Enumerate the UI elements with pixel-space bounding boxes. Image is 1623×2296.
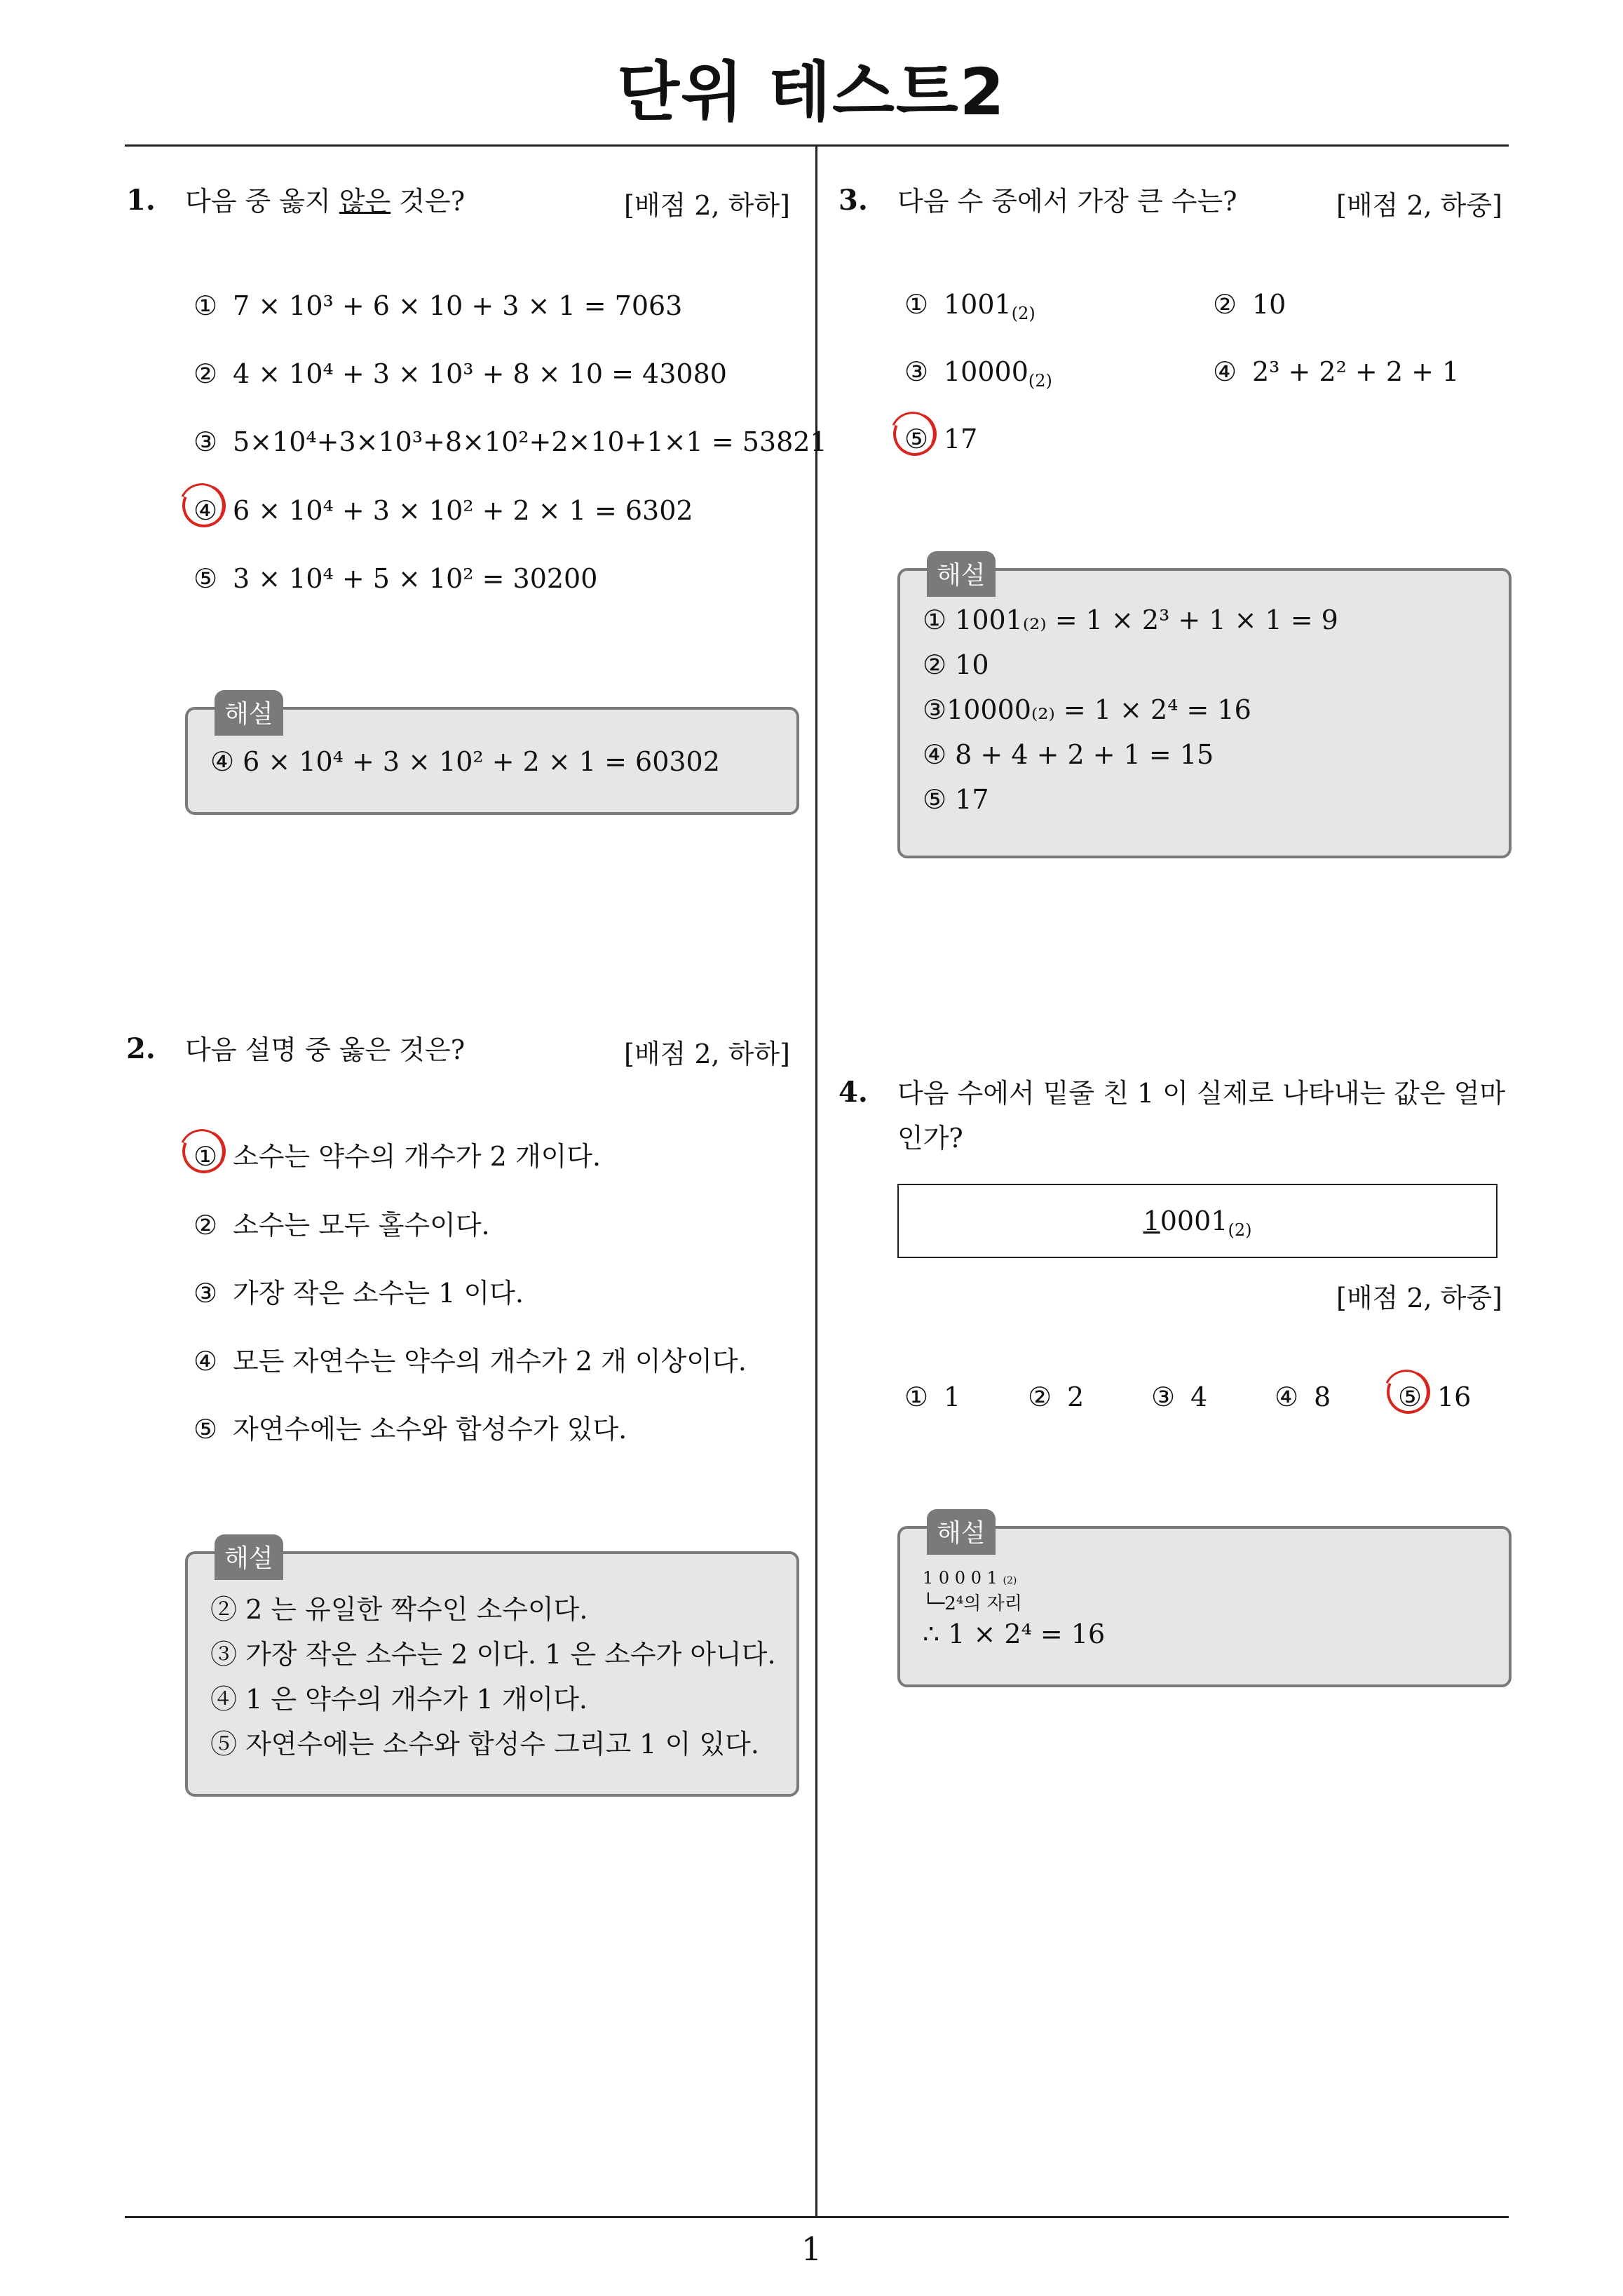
option-mark: ② [193, 358, 218, 389]
question-text-part: 것은? [391, 186, 466, 217]
option-mark: ① [193, 290, 218, 321]
option-text: 2 [1067, 1382, 1085, 1412]
solution-line: ④ 6 × 10⁴ + 3 × 10² + 2 × 1 = 60302 [210, 746, 720, 777]
option-text: 6 × 10⁴ + 3 × 10² + 2 × 1 = 6302 [233, 495, 693, 526]
option-2[interactable] [1213, 289, 1286, 320]
option-3[interactable] [1151, 1382, 1207, 1412]
option-4[interactable] [193, 1339, 747, 1378]
option-1[interactable] [904, 289, 1035, 323]
option-text: 가장 작은 소수는 1 이다. [233, 1278, 524, 1309]
option-mark: ② [193, 1210, 218, 1241]
question-text: 다음 수에서 밑줄 친 1 이 실제로 나타내는 값은 얼마 [897, 1078, 1506, 1109]
option-4[interactable] [1213, 356, 1459, 387]
answer-circle-icon [176, 478, 231, 533]
solution-box [185, 1544, 799, 1797]
solution-label: 해설 [927, 551, 996, 597]
question-meta: [배점 2, 하중] [1336, 190, 1502, 221]
solution-digits: 1 0 0 0 1 (2) [923, 1568, 1017, 1588]
option-mark: ⑤ [193, 563, 218, 594]
option-mark: ③ [1151, 1382, 1176, 1412]
question-text-part: 다음 중 옳지 [185, 186, 339, 217]
option-mark: ② [1213, 289, 1237, 320]
solution-line: ④ 8 + 4 + 2 + 1 = 15 [923, 739, 1214, 770]
solution-box [897, 1519, 1512, 1687]
option-text: 자연수에는 소수와 합성수가 있다. [233, 1414, 627, 1445]
solution-line: ② 2 는 유일한 짝수인 소수이다. [210, 1594, 588, 1625]
number-box [897, 1184, 1498, 1258]
option-mark: ③ [193, 426, 218, 457]
option-1[interactable] [193, 290, 682, 321]
option-text: 4 × 10⁴ + 3 × 10³ + 8 × 10 = 43080 [233, 358, 727, 389]
option-mark: ④ [193, 495, 233, 526]
option-5[interactable] [193, 1407, 627, 1446]
option-text: 17 [944, 424, 978, 454]
question-meta: [배점 2, 하하] [624, 190, 790, 221]
answer-circle-icon [887, 406, 942, 461]
question-meta: [배점 2, 하중] [1336, 1283, 1502, 1314]
option-text: 1001 [944, 289, 1012, 320]
option-2[interactable] [193, 358, 727, 389]
option-mark: ③ [193, 1278, 218, 1309]
option-text: 모든 자연수는 약수의 개수가 2 개 이상이다. [233, 1346, 747, 1377]
option-mark: ① [193, 1141, 233, 1172]
page-title: 단위 테스트2 [617, 55, 1006, 130]
answer-circle-icon [176, 1123, 231, 1179]
option-2[interactable] [1028, 1382, 1084, 1412]
question-text [185, 180, 465, 223]
question-text: 다음 설명 중 옳은 것은? [185, 1034, 466, 1065]
option-mark: ⑤ [904, 424, 944, 454]
option-text: 소수는 약수의 개수가 2 개이다. [233, 1141, 602, 1172]
option-text: 소수는 모두 홀수이다. [233, 1210, 490, 1241]
option-mark: ⑤ [1398, 1382, 1437, 1412]
option-text: 7 × 10³ + 6 × 10 + 3 × 1 = 7063 [233, 290, 683, 321]
option-text: 4 [1190, 1382, 1208, 1412]
question-number: 1. [126, 184, 156, 217]
option-mark: ② [1028, 1382, 1052, 1412]
solution-label: 해설 [927, 1509, 996, 1555]
solution-line: ① 1001₍₂₎ = 1 × 2³ + 1 × 1 = 9 [923, 605, 1338, 635]
option-text: 16 [1437, 1382, 1472, 1412]
option-3[interactable] [193, 426, 827, 457]
solution-label: 해설 [215, 1534, 283, 1580]
option-mark: ⑤ [193, 1414, 218, 1445]
option-3[interactable] [193, 1271, 524, 1310]
underlined-digit: 1 [1143, 1206, 1160, 1236]
option-4[interactable] [193, 495, 693, 526]
option-mark: ① [904, 289, 929, 320]
option-mark: ③ [904, 356, 929, 387]
number-rest: 0001 [1160, 1206, 1228, 1236]
option-mark: ④ [1275, 1382, 1299, 1412]
solution-line: ⑤ 17 [923, 784, 989, 815]
question-number: 2. [126, 1032, 156, 1065]
option-1[interactable] [193, 1135, 601, 1173]
solution-line: ③10000₍₂₎ = 1 × 2⁴ = 16 [923, 694, 1251, 725]
question-meta: [배점 2, 하하] [624, 1039, 790, 1069]
page-number: 1 [801, 2230, 822, 2268]
solution-box [897, 561, 1512, 858]
question-text-underlined: 않은 [339, 186, 391, 217]
option-mark: ① [904, 1382, 929, 1412]
option-3[interactable] [904, 356, 1052, 391]
solution-line: ② 10 [923, 649, 989, 680]
option-text: 8 [1314, 1382, 1331, 1412]
option-5[interactable] [193, 563, 597, 594]
option-text: 10 [1252, 289, 1286, 320]
option-text: 10000 [944, 356, 1028, 387]
option-subscript: (2) [1028, 371, 1052, 391]
number-subscript: (2) [1228, 1220, 1252, 1240]
solution-label: 해설 [215, 690, 283, 736]
option-5[interactable] [904, 424, 977, 454]
option-2[interactable] [193, 1203, 490, 1242]
option-1[interactable] [904, 1382, 960, 1412]
option-text: 2³ + 2² + 2 + 1 [1252, 356, 1460, 387]
question-text: 다음 수 중에서 가장 큰 수는? [897, 186, 1237, 217]
answer-circle-icon [1380, 1364, 1436, 1419]
footer-rule [125, 2216, 1509, 2218]
solution-line: ③ 가장 작은 소수는 2 이다. 1 은 소수가 아니다. [210, 1639, 776, 1670]
option-subscript: (2) [1011, 304, 1035, 323]
solution-place: └─2⁴의 자리 [923, 1593, 1022, 1614]
solution-line: ⑤ 자연수에는 소수와 합성수 그리고 1 이 있다. [210, 1729, 759, 1760]
option-text: 1 [944, 1382, 961, 1412]
option-4[interactable] [1275, 1382, 1331, 1412]
option-mark: ④ [1213, 356, 1237, 387]
option-text: 5×10⁴+3×10³+8×10²+2×10+1×1 = 53821 [233, 426, 827, 457]
question-text: 인가? [897, 1123, 963, 1154]
solution-line: ④ 1 은 약수의 개수가 1 개이다. [210, 1684, 588, 1715]
question-number: 4. [838, 1076, 868, 1109]
option-text: 3 × 10⁴ + 5 × 10² = 30200 [233, 563, 598, 594]
solution-box [185, 700, 799, 815]
option-mark: ④ [193, 1346, 218, 1377]
option-5[interactable] [1398, 1382, 1471, 1412]
question-number: 3. [838, 184, 868, 217]
solution-result: ∴ 1 × 2⁴ = 16 [923, 1619, 1106, 1649]
